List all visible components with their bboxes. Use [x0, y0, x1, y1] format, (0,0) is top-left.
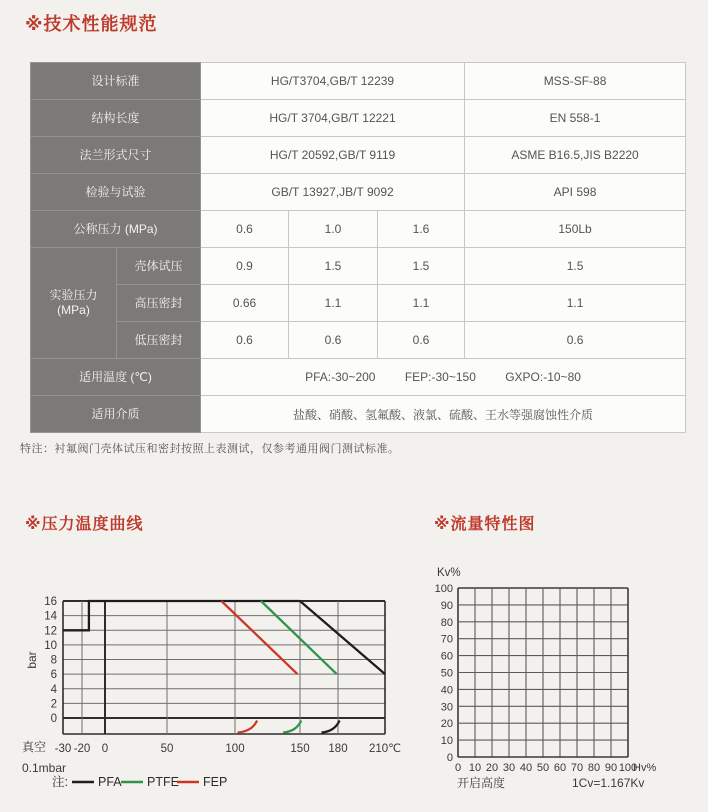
y-tick-label: 12 — [44, 625, 57, 638]
table-row — [31, 248, 686, 285]
spec-value-cell: 0.6 — [289, 322, 378, 359]
legend-label-fep: FEP — [203, 775, 228, 789]
table-row — [31, 211, 686, 248]
table-row — [31, 174, 686, 211]
table-row — [31, 322, 686, 359]
legend-label-ptfe: PTFE — [147, 775, 179, 789]
table-row — [31, 63, 686, 100]
x-tick-label: 80 — [587, 762, 601, 774]
spec-label-cell: 适用温度 (℃) — [31, 359, 201, 396]
spec-value-cell: HG/T3704,GB/T 12239 — [201, 63, 465, 100]
x-tick-label: 40 — [519, 762, 533, 774]
spec-label-cell: 公称压力 (MPa) — [31, 211, 201, 248]
spec-label-cell: 检验与试验 — [31, 174, 201, 211]
spec-table — [30, 62, 686, 433]
y-tick-label: 14 — [44, 610, 57, 623]
spec-value-cell: API 598 — [465, 174, 686, 211]
curve-pfa — [63, 601, 385, 674]
x-tick-label: 20 — [485, 762, 499, 774]
y-tick-label: 50 — [440, 667, 453, 680]
vacuum-curve-fep — [238, 721, 258, 733]
y-tick-label: 4 — [50, 683, 57, 696]
x-tick-label: 50 — [160, 743, 174, 755]
y-tick-label: 6 — [50, 669, 57, 682]
x-tick-label: 180 — [328, 743, 348, 755]
x-tick-label: -20 — [73, 743, 91, 755]
vacuum-unit-label: 0.1mbar — [22, 761, 67, 775]
vacuum-curve-pfa — [322, 721, 340, 733]
spec-label-cell: 法兰形式尺寸 — [31, 137, 201, 174]
spec-value-cell: 1.6 — [378, 211, 465, 248]
table-row — [31, 285, 686, 322]
y-tick-label: 0 — [50, 713, 57, 725]
legend-prefix: 注: — [52, 775, 68, 789]
table-row — [31, 396, 686, 433]
x-tick-label: 150 — [290, 743, 310, 755]
x-tick-label: 100 — [225, 743, 245, 755]
x-tick-label: 210℃ — [368, 743, 402, 755]
y-tick-label: 90 — [440, 599, 453, 612]
spec-label-cell: 设计标准 — [31, 63, 201, 100]
spec-value-cell: 1.0 — [289, 211, 378, 248]
table-row — [31, 137, 686, 174]
x-tick-label: 60 — [553, 762, 567, 774]
x-tick-label: 50 — [536, 762, 550, 774]
y-tick-label: 70 — [440, 633, 453, 646]
table-row — [31, 359, 686, 396]
spec-value-cell: 1.5 — [465, 248, 686, 285]
page-title: ※技术性能规范 — [25, 14, 158, 34]
x-tick-label: 100 — [618, 762, 638, 774]
x-tick-label: 30 — [502, 762, 516, 774]
spec-value-cell: MSS-SF-88 — [465, 63, 686, 100]
spec-value-cell: GB/T 13927,JB/T 9092 — [201, 174, 465, 211]
y-axis-label: bar — [25, 651, 39, 669]
spec-value-cell: 0.9 — [201, 248, 289, 285]
pressure-temperature-chart — [0, 555, 410, 812]
spec-value-cell — [201, 359, 686, 396]
cv-kv-conversion-label: 1Cv=1.167Kv — [572, 776, 645, 790]
curve-fep — [221, 601, 297, 674]
flow-chart-title: ※流量特性图 — [434, 516, 536, 533]
y-tick-label: 60 — [440, 650, 453, 663]
y-tick-label: 16 — [44, 596, 57, 608]
y-tick-label: 8 — [50, 654, 57, 667]
table-row — [31, 100, 686, 137]
x-tick-label: 0 — [101, 743, 109, 755]
spec-sublabel-cell: 壳体试压 — [117, 248, 201, 285]
spec-value-cell: 0.6 — [201, 211, 289, 248]
y-tick-label: 30 — [440, 701, 453, 714]
spec-value-cell: HG/T 3704,GB/T 12221 — [201, 100, 465, 137]
y-tick-label: 80 — [440, 616, 453, 629]
temp-range-fep: FEP:-30~150 — [404, 370, 476, 384]
y-axis-label: Kv% — [437, 567, 461, 579]
y-tick-label: 10 — [440, 735, 453, 748]
y-tick-label: 2 — [50, 698, 57, 711]
spec-value-cell: HG/T 20592,GB/T 9119 — [201, 137, 465, 174]
spec-value-cell: 0.6 — [378, 322, 465, 359]
curve-ptfe — [261, 601, 337, 674]
x-tick-label: 90 — [604, 762, 618, 774]
y-tick-label: 0 — [446, 752, 453, 764]
flow-characteristic-chart — [420, 555, 708, 812]
spec-group-label-cell: 实验压力 (MPa) — [31, 248, 117, 359]
x-tick-label: 10 — [468, 762, 482, 774]
spec-value-cell: 1.1 — [465, 285, 686, 322]
legend-label-pfa: PFA — [98, 775, 122, 789]
x-tick-label: 0 — [454, 762, 462, 774]
spec-label-cell: 适用介质 — [31, 396, 201, 433]
spec-value-cell: 1.1 — [289, 285, 378, 322]
x-tick-label: -30 — [54, 743, 72, 755]
table-footnote: 特注：衬氟阀门壳体试压和密封按照上表测试，仅参考通用阀门测试标准。 — [20, 443, 400, 455]
spec-value-cell: 0.66 — [201, 285, 289, 322]
x-axis-label: Hv% — [633, 762, 657, 774]
x-tick-label: 70 — [570, 762, 584, 774]
temp-range-gxpo: GXPO:-10~80 — [505, 370, 581, 384]
spec-value-cell: 0.6 — [201, 322, 289, 359]
spec-value-cell: 0.6 — [465, 322, 686, 359]
temp-range-pfa: PFA:-30~200 — [305, 370, 376, 384]
spec-value-cell: 1.5 — [378, 248, 465, 285]
spec-label-cell: 结构长度 — [31, 100, 201, 137]
spec-sublabel-cell: 高压密封 — [117, 285, 201, 322]
spec-value-cell: 1.1 — [378, 285, 465, 322]
y-tick-label: 10 — [44, 639, 57, 652]
y-tick-label: 100 — [434, 583, 453, 595]
spec-value-cell: EN 558-1 — [465, 100, 686, 137]
spec-sublabel-cell: 低压密封 — [117, 322, 201, 359]
vacuum-curve-ptfe — [283, 721, 301, 733]
spec-value-cell: ASME B16.5,JIS B2220 — [465, 137, 686, 174]
spec-value-cell: 1.5 — [289, 248, 378, 285]
y-tick-label: 20 — [440, 718, 453, 731]
spec-value-cell: 150Lb — [465, 211, 686, 248]
spec-value-cell: 盐酸、硝酸、氢氟酸、液氯、硫酸、王水等强腐蚀性介质 — [201, 396, 686, 433]
pt-curve-title: ※压力温度曲线 — [25, 516, 144, 533]
opening-height-label: 开启高度 — [457, 776, 506, 790]
vacuum-label: 真空 — [22, 740, 47, 754]
y-tick-label: 40 — [440, 684, 453, 697]
